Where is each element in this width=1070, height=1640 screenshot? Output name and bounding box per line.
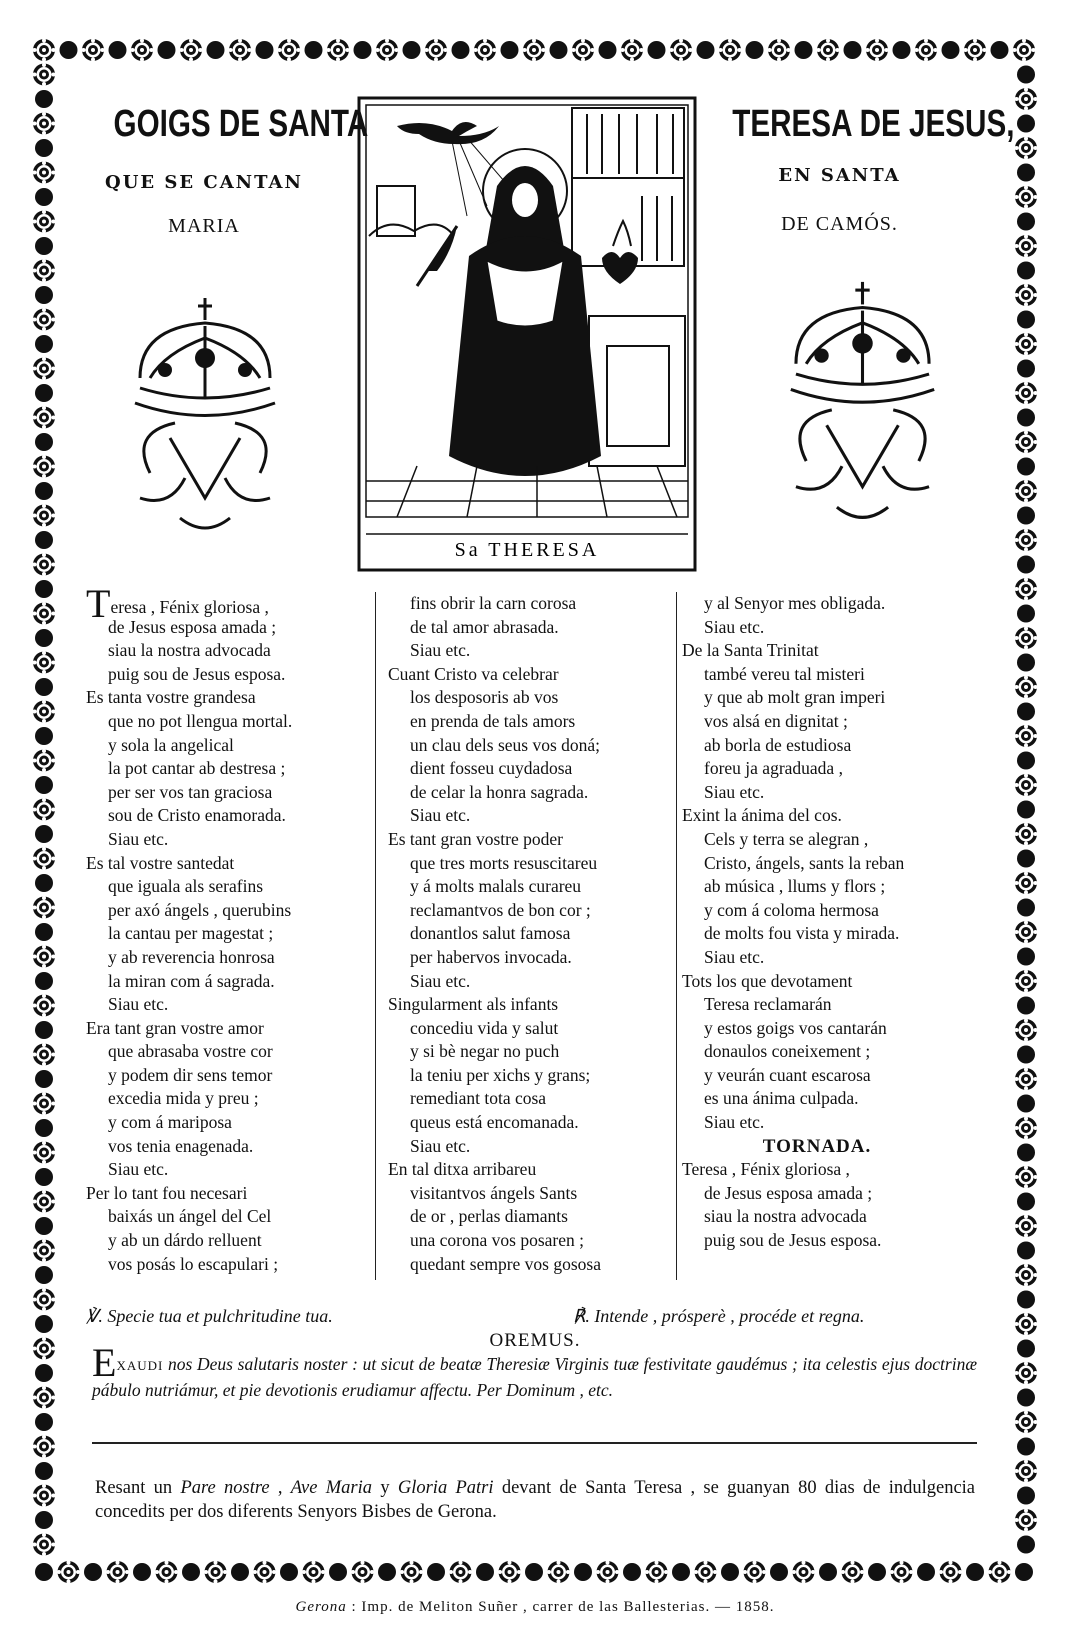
verse-line: per ser vos tan graciosa [108, 781, 273, 802]
indulgence-part2: devant de Santa Teresa , se guanyan 80 dias de indulgencia concedits per dos diferents Senyors Bisbes de Gerona. [95, 1478, 976, 1522]
verse-line: Es tant gran vostre poder [388, 828, 563, 849]
verse-line: que iguala als serafins [108, 876, 264, 897]
verse-line: y com á coloma hermosa [704, 899, 879, 920]
indulgence-prayer2: Ave Maria [290, 1478, 373, 1498]
verse-line: Cuant Cristo va celebrar [388, 663, 559, 684]
verse-line: de or , perlas diamants [410, 1206, 568, 1227]
verse-line: y estos goigs vos cantarán [704, 1017, 887, 1038]
verse-line: Teresa , Fénix gloriosa , [682, 1159, 850, 1180]
verse-line: visitantvos ángels Sants [410, 1182, 578, 1203]
illustration-caption: Sa THERESA [454, 539, 600, 561]
prayer-text: nos Deus salutaris noster : ut sicut de beatæ Theresiæ Virginis tuæ festivitate gaudémus ; ita celestis ejus doctrinæ pábulo nutriámur, et pie devotionis erudiamur affectu. Per Dominum , etc. [92, 1354, 977, 1400]
verse-line: la miran com á sagrada. [108, 970, 275, 991]
verse-line: y com á mariposa [108, 1112, 232, 1133]
title-right-line2: EN SANTA [778, 165, 901, 186]
verse-column-3 [682, 592, 982, 1253]
verse-line: en prenda de tals amors [410, 710, 576, 731]
versicle-line [86, 1306, 982, 1327]
verse-line: Cristo, ángels, sants la reban [704, 852, 905, 873]
verse-line: la pot cantar ab destresa ; [108, 758, 286, 779]
verse-line: siau la nostra advocada [108, 640, 271, 661]
verse-line: puig sou de Jesus esposa. [704, 1230, 882, 1251]
crown-monogram-right [755, 280, 970, 550]
printer-imprint [0, 1599, 1070, 1616]
oremus-heading: OREMUS. [489, 1330, 581, 1351]
verse-line: Teresa reclamarán [704, 994, 832, 1015]
verse-line: Singularment als infants [388, 994, 559, 1015]
verse-line: reclamantvos de bon cor ; [410, 899, 591, 920]
verse-line: los desposoris ab vos [410, 687, 559, 708]
response: ℟. Intende , prósperè , procéde et regna. [573, 1306, 865, 1326]
bookshelf [572, 108, 684, 266]
verse-line: y veurán cuant escarosa [704, 1064, 871, 1085]
dove-icon [397, 122, 499, 144]
verse-line: també vereu tal misteri [704, 663, 865, 684]
verse-line: siau la nostra advocada [704, 1206, 867, 1227]
verse-line: de celar la honra sagrada. [410, 781, 589, 802]
indulgence-prayer1: Pare nostre [180, 1478, 270, 1498]
verse-line: de Jesus esposa amada ; [108, 616, 277, 637]
verse-line: Tots los que devotament [682, 970, 853, 991]
verse-line: Es tanta vostre grandesa [86, 687, 256, 708]
verse-line: y á molts malals curareu [410, 876, 582, 897]
title-left-line1: GOIGS DE SANTA [113, 103, 369, 145]
verse-line: un clau dels seus vos doná; [410, 734, 601, 755]
verse-line: donantlos salut famosa [410, 923, 571, 944]
verse-line: de Jesus esposa amada ; [704, 1182, 873, 1203]
verse-line: y podem dir sens temor [108, 1064, 273, 1085]
verse-line: vos tenia enagenada. [108, 1135, 254, 1156]
title-right-line3: DE CAMÓS. [781, 213, 898, 235]
verse-line: Siau etc. [108, 994, 169, 1015]
verse-line: y al Senyor mes obligada. [704, 593, 886, 613]
verse-line: y que ab molt gran imperi [704, 687, 886, 708]
verse-line: y ab un dárdo relluent [108, 1230, 262, 1251]
verse-line: baixás un ángel del Cel [108, 1206, 272, 1227]
verse-line: que no pot llengua mortal. [108, 710, 293, 731]
verse-line: la cantau per magestat ; [108, 923, 274, 944]
verse-line: Siau etc. [108, 828, 169, 849]
verse-line: Era tant gran vostre amor [86, 1017, 264, 1038]
verse-line: En tal ditxa arribareu [388, 1159, 537, 1180]
verse-line: Siau etc. [410, 640, 471, 661]
verse-line: de tal amor abrasada. [410, 616, 559, 637]
verse-line: y si bè negar no puch [410, 1041, 560, 1062]
verse-line: excedia mida y preu ; [108, 1088, 259, 1109]
prayer-initial-rest: XAUDI [116, 1358, 164, 1373]
verse-line-text: eresa , Fénix gloriosa , [110, 597, 269, 617]
verse-column-1 [86, 581, 378, 1276]
verse-line: per axó ángels , querubins [108, 899, 292, 920]
verse-line: Siau etc. [410, 805, 471, 826]
divider-rule [92, 1442, 977, 1444]
verse-line: y sola la angelical [108, 734, 234, 755]
verse-line: donaulos coneixement ; [704, 1041, 871, 1062]
verse-line: ab música , llums y flors ; [704, 876, 886, 897]
indulgence-part1: Resant un [95, 1478, 181, 1498]
verse-line: concediu vida y salut [410, 1017, 559, 1038]
verse-line: remediant tota cosa [410, 1088, 547, 1109]
verse-line: Cels y terra se alegran , [704, 828, 869, 849]
verse-line: que tres morts resuscitareu [410, 852, 598, 873]
verse-line: Siau etc. [410, 1135, 471, 1156]
verse-line: vos posás lo escapulari ; [108, 1253, 279, 1274]
indulgence-sep1: , [269, 1478, 291, 1498]
verse-column-2 [388, 592, 680, 1276]
versicle: ℣. Specie tua et pulchritudine tua. [86, 1306, 333, 1326]
verse-line: queus está encomanada. [410, 1112, 579, 1133]
prayer-initial: E [92, 1340, 117, 1385]
verse-line: Siau etc. [704, 1112, 765, 1133]
verse-line: Exint la ánima del cos. [682, 805, 842, 826]
tornada-heading: TORNADA. [762, 1135, 872, 1157]
imprint-city: Gerona [295, 1599, 347, 1615]
verse-line: la teniu per xichs y grans; [410, 1064, 591, 1085]
indulgence-prayer3: Gloria Patri [397, 1478, 494, 1498]
verse-line: de molts fou vista y mirada. [704, 923, 900, 944]
verse-line [86, 581, 378, 626]
verse-line: sou de Cristo enamorada. [108, 805, 286, 826]
verse-line: per habervos invocada. [410, 946, 572, 967]
title-right-line1: TERESA DE JESUS, [732, 103, 1015, 145]
saint-teresa-woodcut [357, 96, 697, 572]
indulgence-sep2: y [372, 1478, 398, 1498]
verse-line: Siau etc. [704, 946, 765, 967]
verse-line: Siau etc. [410, 970, 471, 991]
verse-line: es una ánima culpada. [704, 1088, 859, 1109]
verse-line: foreu ja agraduada , [704, 758, 843, 779]
verse-line: quedant sempre vos gososa [410, 1253, 602, 1274]
verse-line: una corona vos posaren ; [410, 1230, 584, 1251]
verse-line: Siau etc. [704, 616, 765, 637]
verse-line: De la Santa Trinitat [682, 640, 819, 661]
verse-line: que abrasaba vostre cor [108, 1041, 273, 1062]
indulgence-note [95, 1476, 975, 1524]
verse-line: Es tal vostre santedat [86, 852, 235, 873]
verse-line: puig sou de Jesus esposa. [108, 663, 286, 684]
verse-line: Siau etc. [108, 1159, 169, 1180]
verse-line: fins obrir la carn corosa [410, 593, 577, 613]
verse-line: ab borla de estudiosa [704, 734, 852, 755]
crown-monogram-left [120, 298, 330, 558]
title-left-line2: QUE SE CANTAN [105, 172, 303, 193]
imprint-text: : Imp. de Meliton Suñer , carrer de las Ballesterias. — 1858. [346, 1599, 775, 1615]
verse-line: Siau etc. [704, 781, 765, 802]
verse-line: vos alsá en dignitat ; [704, 710, 848, 731]
verse-line: dient fosseu cuydadosa [410, 758, 573, 779]
verse-line: Per lo tant fou necesari [86, 1182, 248, 1203]
verse-line: y ab reverencia honrosa [108, 946, 275, 967]
title-left-line3: MARIA [168, 215, 240, 237]
drop-cap: T [86, 581, 111, 626]
